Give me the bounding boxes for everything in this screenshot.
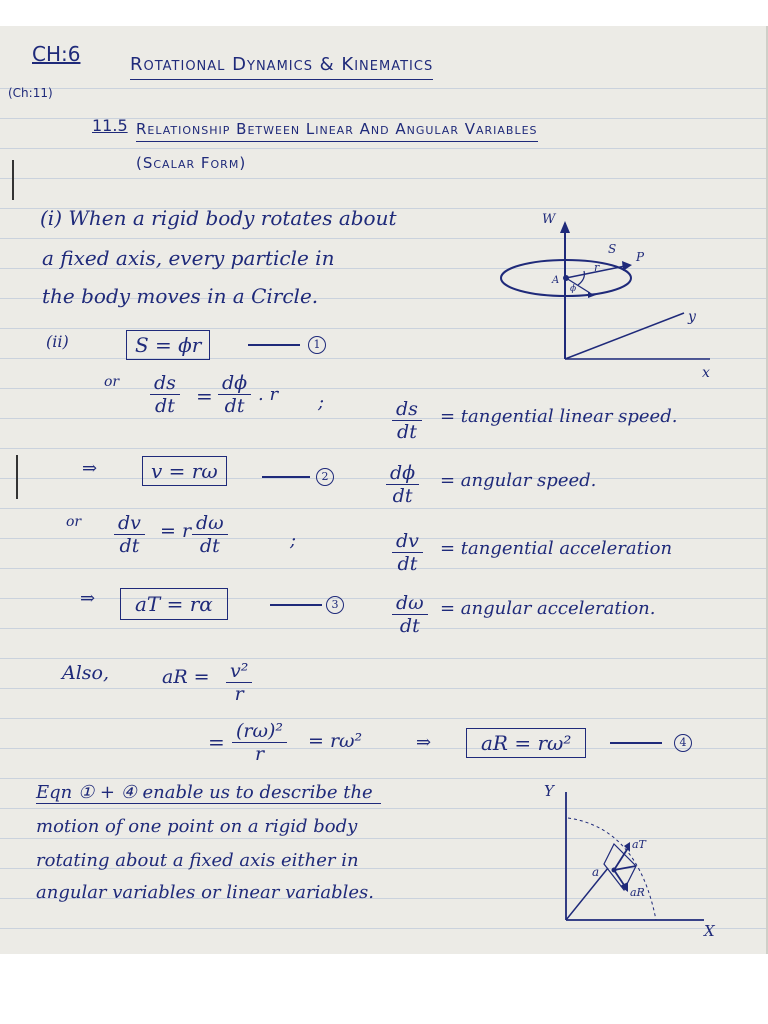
margin-mark (12, 160, 14, 200)
implies-1: ⇒ (82, 458, 98, 479)
margin-note: (Ch:11) (8, 86, 53, 100)
or-label-1: or (104, 374, 120, 390)
label-a: A (552, 275, 560, 286)
or-label-2: or (66, 514, 82, 530)
summary-line2: motion of one point on a rigid body (36, 816, 358, 837)
label-y: Y (544, 782, 554, 800)
ar-lhs: aR = (162, 666, 210, 688)
fraction-ds-dt: $\frac{ds}{dt}$ (150, 372, 180, 417)
reference-arrow (588, 292, 596, 298)
equation-3-number: 3 (326, 596, 344, 614)
def-ds-dt: $\frac{ds}{dt}$ (392, 398, 422, 443)
fraction-dw-dt: $\frac{d\omega}{dt}$ (192, 512, 228, 557)
semicolon-2: ; (290, 530, 297, 551)
equation-3-leader (270, 604, 322, 606)
fraction-dv-dt: $\frac{dv}{dt}$ (114, 512, 145, 557)
equation-4-number: 4 (674, 734, 692, 752)
item2-label: (ii) (46, 332, 69, 351)
def-dphi-dt: $\frac{d\phi}{dt}$ (386, 462, 419, 507)
margin-mark (16, 455, 18, 499)
equation-1: S = ϕr (126, 330, 210, 360)
equation-4: aR = rω² (466, 728, 586, 758)
equation-1-number: 1 (308, 336, 326, 354)
position-line (566, 868, 608, 920)
label-r: r (594, 261, 600, 274)
equation-2-leader (262, 476, 310, 478)
section-number: 11.5 (92, 116, 128, 135)
equation-4-leader (610, 742, 662, 744)
chapter-label: CH:6 (32, 42, 81, 66)
summary-line4: angular variables or linear variables. (36, 882, 375, 903)
def-dv-dt: $\frac{dv}{dt}$ (392, 530, 423, 575)
summary-line1: Eqn ① + ④ enable us to describe the (36, 782, 381, 804)
w-axis-arrow (560, 221, 570, 233)
equals-sign-2: = (208, 730, 225, 754)
def-angular-acceleration: = angular acceleration. (440, 598, 656, 619)
particle-dot (612, 868, 617, 873)
a-vector (614, 866, 636, 870)
section-subtitle: (Scalar Form) (136, 154, 247, 172)
also-label: Also, (62, 662, 110, 684)
equals-r: = r (160, 520, 192, 542)
label-a: a (592, 865, 600, 879)
times-r: . r (258, 384, 279, 405)
summary-line3: rotating about a fixed axis either in (36, 850, 359, 871)
chapter-title: Rotational Dynamics & Kinematics (130, 54, 433, 80)
equation-3: aT = rα (120, 588, 228, 620)
point-a-dot (563, 275, 569, 281)
implies-2: ⇒ (80, 588, 96, 609)
equals-rw2: = rω² (308, 730, 363, 752)
semicolon-1: ; (318, 392, 325, 413)
label-at: aT (632, 838, 646, 851)
angle-arc (578, 271, 584, 285)
fraction-v2-r: $\frac{\text{v²}}{r}$ (226, 660, 252, 705)
label-x: x (702, 365, 710, 380)
equals-sign: = (196, 384, 213, 408)
label-p: P (636, 250, 645, 264)
radius-arrow (622, 261, 632, 271)
y-axis-line (565, 313, 684, 359)
label-s: S (608, 242, 617, 256)
acceleration-diagram (528, 778, 728, 940)
label-phi: ϕ (570, 284, 577, 294)
item1-line1: (i) When a rigid body rotates about (40, 206, 397, 230)
def-tangential-speed: = tangential linear speed. (440, 406, 678, 427)
equation-1-leader (248, 344, 300, 346)
item1-line2: a fixed axis, every particle in (42, 246, 335, 270)
rotation-diagram (490, 205, 730, 380)
equation-2: v = rω (142, 456, 227, 486)
label-x: X (704, 922, 715, 940)
def-angular-speed: = angular speed. (440, 470, 597, 491)
label-y: y (688, 309, 696, 325)
fraction-rw2-r: $\frac{\text{(rω)²}}{r}$ (232, 720, 287, 765)
item1-line3: the body moves in a Circle. (42, 284, 319, 308)
label-ar: aR (630, 886, 645, 899)
def-dw-dt: $\frac{d\omega}{dt}$ (392, 592, 428, 637)
fraction-dphi-dt: $\frac{d\phi}{dt}$ (218, 372, 251, 417)
def-tangential-acceleration: = tangential acceleration (440, 538, 673, 559)
section-title: Relationship Between Linear And Angular Variables (136, 120, 538, 142)
label-w: W (542, 212, 556, 227)
implies-3: ⇒ (416, 732, 432, 753)
equation-2-number: 2 (316, 468, 334, 486)
